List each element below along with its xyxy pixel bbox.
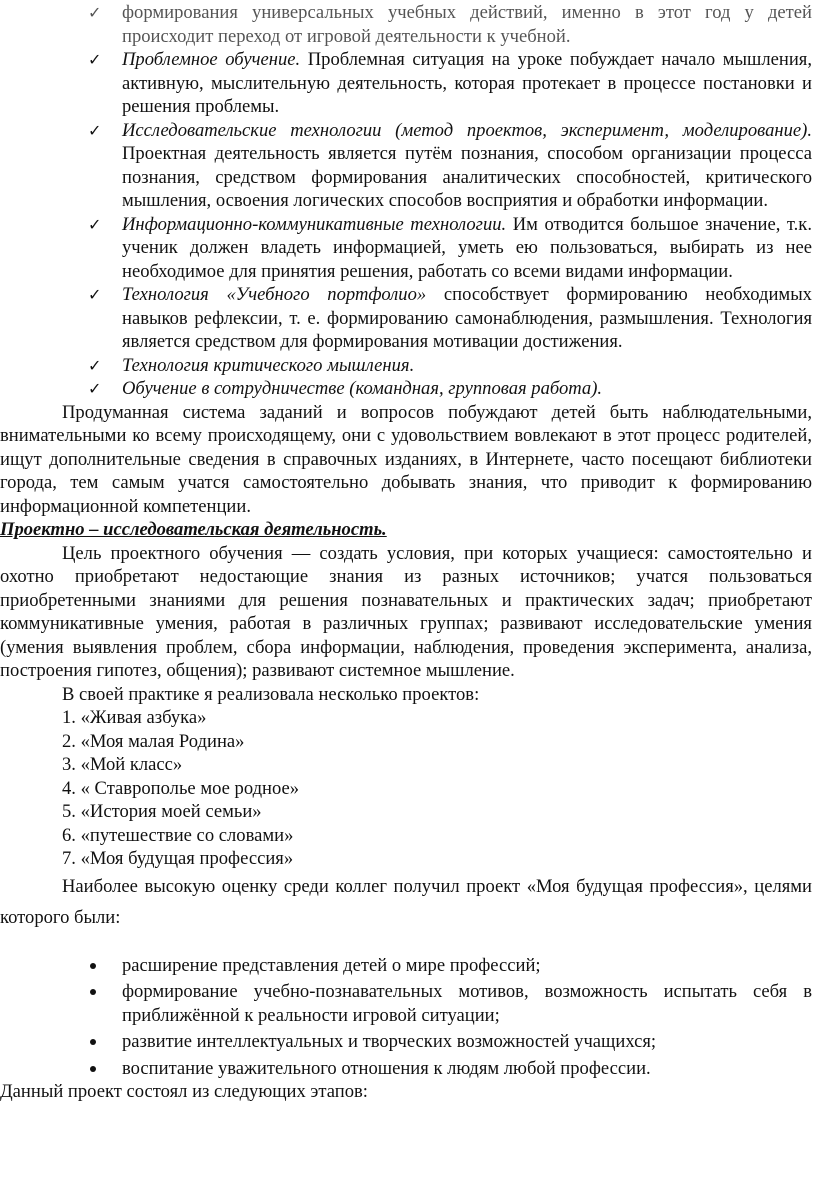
checklist-item-italic: Проблемное обучение. [122,49,301,70]
checklist-item-italic: Технология критического мышления. [122,354,415,376]
checkmark-icon: ✓ [88,285,102,304]
goal-text: формирование учебно-познавательных мотивов, возможность испытать себя в приближённой к реальности игровой ситуации; [122,981,812,1026]
paragraph-stages-intro: Данный проект состоял из следующих этапов: [0,1081,368,1102]
checkmark-icon: ✓ [88,120,102,140]
checklist-item-text: формирования универсальных учебных действий, именно в этот год у детей происходит переход от игровой деятельности к учебной. [122,2,812,47]
section-heading: Проектно – исследовательская деятельность. [0,519,387,540]
checklist-item [88,1,812,48]
goal-text: расширение представления детей о мире профессий; [122,954,541,976]
methods-checklist [0,1,816,401]
list-item: 2. «Моя малая Родина» [62,730,245,752]
checklist-item-text: Им отводится большое значение, т.к. ученик должен владеть информацией, уметь ею пользоваться, выбирать из нее необходимое для принятия решения, работать со всеми видами информации. [122,213,812,282]
list-item: 4. « Ставрополье мое родное» [62,777,300,799]
checkmark-icon: ✓ [88,214,102,234]
paragraph-projects-intro: В своей практике я реализовала несколько проектов: [62,683,480,705]
checklist-item [88,377,812,401]
bullet-icon [90,963,96,969]
checkmark-icon: ✓ [88,50,102,69]
checklist-item [88,213,812,284]
list-item [122,1057,812,1081]
list-item [122,1030,812,1054]
checklist-item [88,48,812,119]
checklist-item-text: Проектная деятельность является путём познания, способом организации процесса познания, средством формирования аналитических способностей, критического мышления, освоения логических способов восприятия и обработки информации. [122,143,812,211]
checkmark-icon: ✓ [88,3,102,22]
bullet-icon [90,1066,96,1072]
checklist-item [88,354,812,378]
bullet-icon [90,989,96,995]
checklist-item-italic: Обучение в сотрудничестве (командная, групповая работа). [122,378,603,399]
checklist-item-text: способствует формированию необходимых навыков рефлексии, т. е. формированию самонаблюдения, размышления. Технология является средством для формирования мотивации достижения. [122,284,812,352]
list-item: 6. «путешествие со словами» [62,824,294,846]
bullet-icon [90,1039,96,1045]
checklist-item [88,283,812,354]
checklist-item-text: Проблемная ситуация на уроке побуждает начало мышления, активную, мыслительную деятельность, которая протекает в процессе постановки и решения проблемы. [122,49,812,117]
list-item: 5. «История моей семьи» [62,801,262,822]
list-item: 1. «Живая азбука» [62,707,207,728]
list-item [122,980,812,1027]
checklist-item-italic: Исследовательские технологии (метод проектов, эксперимент, моделирование). [122,119,812,141]
goal-text: воспитание уважительного отношения к людям любой профессии. [122,1057,651,1079]
list-item: 7. «Моя будущая профессия» [62,848,294,869]
projects-list [0,706,816,871]
goals-list [0,954,816,1081]
checklist-item-italic: Информационно-коммуникативные технологии. [122,213,507,235]
goal-text: развитие интеллектуальных и творческих возможностей учащихся; [122,1031,657,1052]
checklist-item [88,119,812,213]
paragraph-project-goal: Цель проектного обучения — создать условия, при которых учащиеся: самостоятельно и охотно приобретают недостающие знания из разных источников; учатся пользоваться приобретенными знаниями для решения познавательных и практических задач; приобретают коммуникативные умения, работая в различных группах; развивают исследовательские умения (умения выявления проблем, сбора информации, наблюдения, проведения эксперимента, анализа, построения гипотез, общения); развивают системное мышление. [0,542,812,681]
checkmark-icon: ✓ [88,379,102,398]
checklist-item-italic: Технология «Учебного портфолио» [122,284,427,305]
checkmark-icon: ✓ [88,355,102,375]
list-item [122,954,812,978]
paragraph-system-of-tasks: Продуманная система заданий и вопросов побуждают детей быть наблюдательными, внимательными ко всему происходящему, они с удовольствием вовлекают в этот процесс родителей, ищут дополнительные сведения в справочных изданиях, в Интернете, часто посещают библиотеки города, тем самым учатся самостоятельно добывать знания, что приводит к формированию информационной компетенции. [0,401,812,517]
list-item: 3. «Мой класс» [62,754,183,775]
paragraph-best-project: Наиболее высокую оценку среди коллег получил проект «Моя будущая профессия», целями которого были: [0,875,812,928]
